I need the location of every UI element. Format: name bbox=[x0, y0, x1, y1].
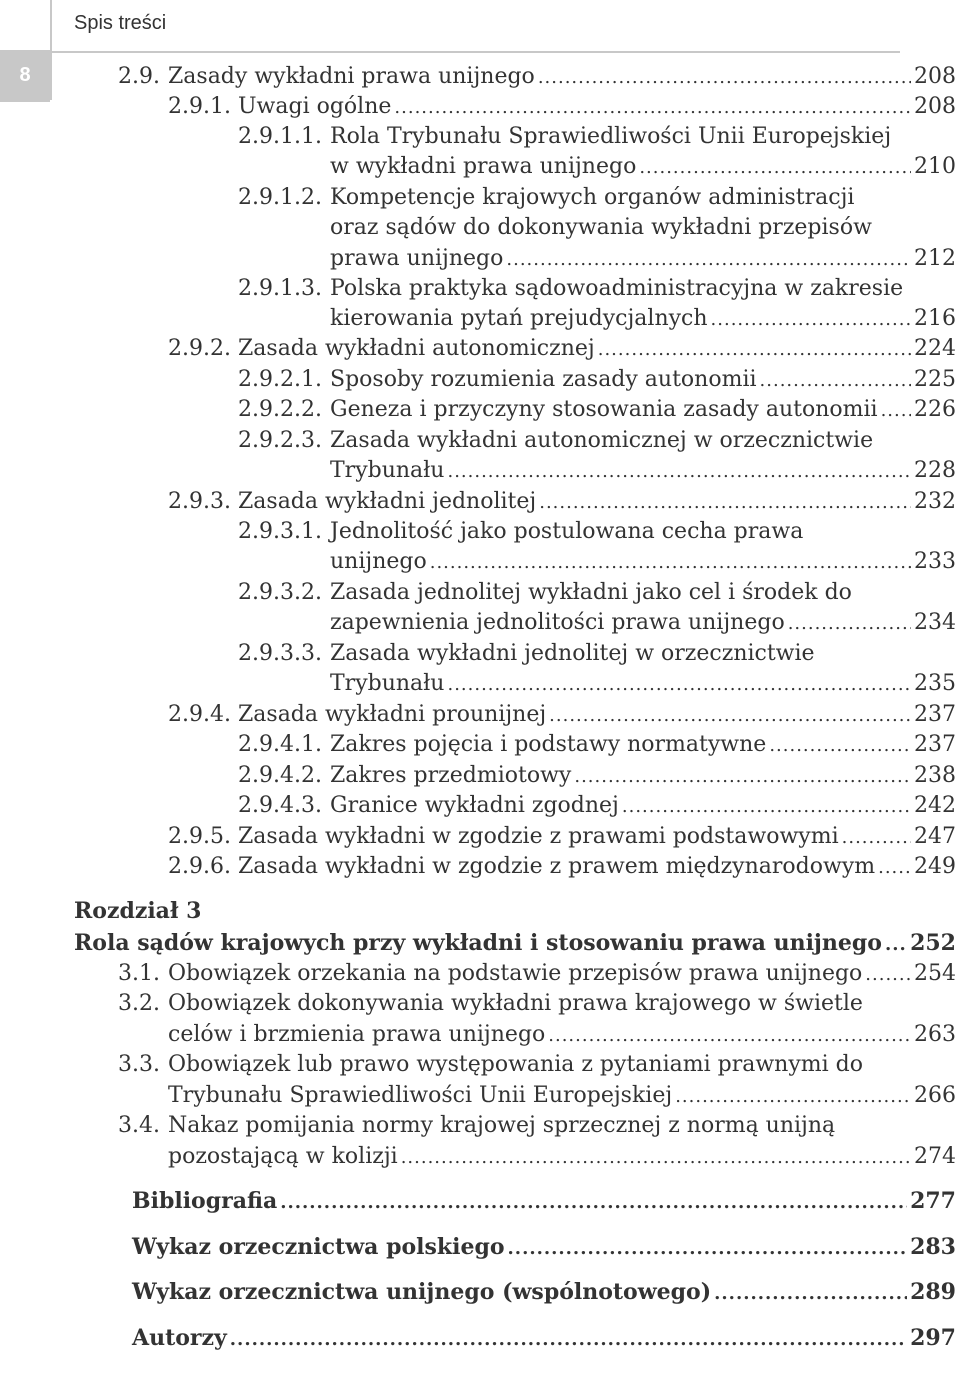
toc-entry[interactable] bbox=[330, 152, 956, 182]
page-number: 8 bbox=[19, 64, 31, 86]
toc-entry-page: 263 bbox=[914, 1022, 956, 1047]
toc-entry-page: 249 bbox=[914, 854, 956, 879]
toc-entry[interactable] bbox=[132, 1232, 956, 1262]
toc-entry[interactable] bbox=[330, 639, 815, 669]
toc-entry[interactable] bbox=[132, 1186, 956, 1216]
toc-entry-title: Kompetencje krajowych organów administracji bbox=[330, 185, 855, 210]
toc-entry-page: 210 bbox=[914, 154, 956, 179]
toc-entry-number: 2.9.4.2. bbox=[238, 763, 322, 788]
toc-entry-page: 232 bbox=[914, 489, 956, 514]
toc-entry-page: 252 bbox=[910, 930, 956, 956]
toc-entry[interactable] bbox=[330, 730, 956, 760]
toc-entry[interactable] bbox=[330, 213, 872, 243]
toc-entry-number: 3.1. bbox=[118, 961, 160, 986]
toc-entry-title: Granice wykładni zgodnej bbox=[330, 793, 619, 818]
toc-entry-number: 2.9. bbox=[118, 64, 160, 89]
toc-entry-title: Zasada wykładni jednolitej bbox=[238, 489, 537, 514]
toc-entry[interactable] bbox=[168, 1142, 956, 1172]
toc-entry[interactable] bbox=[330, 183, 854, 213]
toc-entry-page: 238 bbox=[914, 763, 956, 788]
toc-entry-number: 2.9.2.3. bbox=[238, 428, 322, 453]
toc-entry-number: 2.9.5. bbox=[168, 824, 231, 849]
toc-entry-page: 212 bbox=[914, 246, 956, 271]
toc-entry[interactable] bbox=[238, 487, 956, 517]
toc-entry-number: 2.9.2. bbox=[168, 336, 231, 361]
dot-leader bbox=[508, 1234, 908, 1264]
toc-entry[interactable] bbox=[330, 791, 956, 821]
dot-leader bbox=[842, 823, 911, 853]
dot-leader bbox=[865, 960, 911, 990]
toc-entry[interactable] bbox=[330, 517, 803, 547]
toc-entry-title: Nakaz pomijania normy krajowej sprzecznej z normą unijną bbox=[168, 1113, 836, 1138]
toc-entry-page: 266 bbox=[914, 1083, 956, 1108]
dot-leader bbox=[430, 548, 911, 578]
toc-entry-title: Autorzy bbox=[132, 1325, 227, 1351]
toc-entry-title: Wykaz orzecznictwa polskiego bbox=[132, 1234, 505, 1260]
toc-entry-title: kierowania pytań prejudycjalnych bbox=[330, 306, 708, 331]
dot-leader bbox=[711, 305, 911, 335]
dot-leader bbox=[230, 1325, 907, 1355]
toc-entry-number: 3.2. bbox=[118, 991, 160, 1016]
toc-entry-page: 208 bbox=[914, 64, 956, 89]
toc-entry-title: Rola Trybunału Sprawiedliwości Unii Europejskiej bbox=[330, 124, 892, 149]
toc-entry-number: 2.9.3.2. bbox=[238, 580, 322, 605]
toc-entry-title: Zasada wykładni w zgodzie z prawem międzynarodowym bbox=[238, 854, 876, 879]
dot-leader bbox=[574, 762, 911, 792]
toc-entry[interactable] bbox=[330, 122, 891, 152]
toc-entry[interactable] bbox=[168, 1111, 835, 1141]
toc-entry[interactable] bbox=[168, 989, 863, 1019]
toc-entry-page: 289 bbox=[910, 1279, 956, 1305]
toc-entry-number: 2.9.6. bbox=[168, 854, 231, 879]
dot-leader bbox=[598, 335, 911, 365]
toc-entry[interactable] bbox=[168, 1050, 863, 1080]
running-header: Spis treści bbox=[74, 12, 167, 34]
dot-leader bbox=[760, 366, 911, 396]
toc-entry-number: 2.9.1.3. bbox=[238, 276, 322, 301]
dot-leader bbox=[506, 245, 911, 275]
toc-entry-page: 237 bbox=[914, 702, 956, 727]
toc-entry[interactable] bbox=[168, 1081, 956, 1111]
dot-leader bbox=[639, 153, 911, 183]
toc-entry[interactable] bbox=[330, 244, 956, 274]
toc-entry[interactable] bbox=[330, 395, 956, 425]
toc-entry[interactable] bbox=[238, 334, 956, 364]
toc-entry-page: 233 bbox=[914, 549, 956, 574]
toc-entry[interactable] bbox=[330, 761, 956, 791]
toc-entry[interactable] bbox=[74, 928, 956, 958]
toc-entry-title: oraz sądów do dokonywania wykładni przepisów bbox=[330, 215, 872, 240]
toc-entry-number: 3.3. bbox=[118, 1052, 160, 1077]
toc-entry[interactable] bbox=[330, 304, 956, 334]
toc-entry-title: Rola sądów krajowych przy wykładni i stosowaniu prawa unijnego bbox=[74, 930, 882, 956]
toc-entry[interactable] bbox=[330, 365, 956, 395]
toc-entry-title: Zasady wykładni prawa unijnego bbox=[168, 64, 535, 89]
toc-entry-page: 242 bbox=[914, 793, 956, 818]
toc-entry-page: 277 bbox=[910, 1188, 956, 1214]
dot-leader bbox=[675, 1082, 911, 1112]
dot-leader bbox=[447, 670, 911, 700]
toc-entry-page: 228 bbox=[914, 458, 956, 483]
toc-entry-page: 208 bbox=[914, 94, 956, 119]
toc-entry-title: Wykaz orzecznictwa unijnego (wspólnotowego) bbox=[132, 1279, 712, 1305]
toc-entry-number: 2.9.2.2. bbox=[238, 397, 322, 422]
toc-entry-title: Trybunału bbox=[330, 458, 445, 483]
toc-entry-title: unijnego bbox=[330, 549, 427, 574]
toc-entry-number: 2.9.3. bbox=[168, 489, 231, 514]
toc-entry[interactable] bbox=[330, 547, 956, 577]
toc-entry-number: 2.9.2.1. bbox=[238, 367, 322, 392]
toc-entry-page: 283 bbox=[910, 1234, 956, 1260]
dot-leader bbox=[714, 1279, 907, 1309]
toc-entry-title: Zasada wykładni jednolitej w orzecznictwie bbox=[330, 641, 815, 666]
toc-entry-title: pozostającą w kolizji bbox=[168, 1144, 398, 1169]
toc-entry[interactable] bbox=[168, 1020, 956, 1050]
toc-entry-title: Trybunału bbox=[330, 671, 445, 696]
toc-entry-title: zapewnienia jednolitości prawa unijnego bbox=[330, 610, 785, 635]
toc-entry-page: 235 bbox=[914, 671, 956, 696]
toc-entry[interactable] bbox=[132, 1323, 956, 1353]
dot-leader bbox=[769, 731, 911, 761]
toc-entry-number: 2.9.1. bbox=[168, 94, 231, 119]
toc-entry-page: 226 bbox=[914, 397, 956, 422]
toc-entry-page: 237 bbox=[914, 732, 956, 757]
toc-entry[interactable] bbox=[168, 959, 956, 989]
toc-entry-page: 247 bbox=[914, 824, 956, 849]
toc-entry-number: 2.9.1.1. bbox=[238, 124, 322, 149]
toc-entry-title: Geneza i przyczyny stosowania zasady autonomii bbox=[330, 397, 878, 422]
toc-entry[interactable] bbox=[238, 700, 956, 730]
toc-entry[interactable] bbox=[74, 896, 201, 926]
dot-leader bbox=[549, 701, 911, 731]
toc-entry-number: 2.9.4.1. bbox=[238, 732, 322, 757]
toc-entry[interactable] bbox=[132, 1277, 956, 1307]
toc-entry-title: Zakres przedmiotowy bbox=[330, 763, 572, 788]
dot-leader bbox=[622, 792, 911, 822]
toc-entry-number: 2.9.4.3. bbox=[238, 793, 322, 818]
toc-entry-title: Zasada jednolitej wykładni jako cel i środek do bbox=[330, 580, 852, 605]
toc-entry[interactable] bbox=[330, 578, 852, 608]
dot-leader bbox=[539, 488, 911, 518]
toc-entry-title: Zakres pojęcia i podstawy normatywne bbox=[330, 732, 767, 757]
toc-entry[interactable] bbox=[330, 274, 903, 304]
toc-entry-page: 274 bbox=[914, 1144, 956, 1169]
toc-entry-title: prawa unijnego bbox=[330, 246, 504, 271]
toc-entry-title: Sposoby rozumienia zasady autonomii bbox=[330, 367, 757, 392]
dot-leader bbox=[881, 396, 911, 426]
toc-entry-number: 2.9.4. bbox=[168, 702, 231, 727]
toc-entry[interactable] bbox=[168, 62, 956, 92]
toc-entry-page: 234 bbox=[914, 610, 956, 635]
dot-leader bbox=[280, 1188, 907, 1218]
toc-entry[interactable] bbox=[238, 822, 956, 852]
dot-leader bbox=[447, 457, 911, 487]
toc-entry-page: 224 bbox=[914, 336, 956, 361]
toc-entry-title: Bibliografia bbox=[132, 1188, 278, 1214]
toc-entry-page: 216 bbox=[914, 306, 956, 331]
toc-entry-title: Rozdział 3 bbox=[74, 898, 202, 924]
toc-entry-title: celów i brzmienia prawa unijnego bbox=[168, 1022, 546, 1047]
toc-entry-title: Zasada wykładni w zgodzie z prawami podstawowymi bbox=[238, 824, 839, 849]
toc-entry-title: Obowiązek dokonywania wykładni prawa krajowego w świetle bbox=[168, 991, 863, 1016]
toc-entry-number: 2.9.1.2. bbox=[238, 185, 322, 210]
toc-entry[interactable] bbox=[330, 669, 956, 699]
dot-leader bbox=[878, 853, 911, 883]
toc-entry-page: 254 bbox=[914, 961, 956, 986]
toc-entry-page: 225 bbox=[914, 367, 956, 392]
toc-entry-title: Obowiązek lub prawo występowania z pytaniami prawnymi do bbox=[168, 1052, 863, 1077]
dot-leader bbox=[788, 609, 911, 639]
toc-entry-title: Polska praktyka sądowoadministracyjna w zakresie bbox=[330, 276, 904, 301]
toc-entry-number: 2.9.3.3. bbox=[238, 641, 322, 666]
toc-entry-title: Jednolitość jako postulowana cecha prawa bbox=[330, 519, 804, 544]
toc-entry[interactable] bbox=[330, 456, 956, 486]
toc-entry[interactable] bbox=[330, 426, 873, 456]
dot-leader bbox=[394, 93, 911, 123]
toc-entry-page: 297 bbox=[910, 1325, 956, 1351]
dot-leader bbox=[548, 1021, 911, 1051]
toc-entry[interactable] bbox=[238, 92, 956, 122]
toc-entry-title: Zasada wykładni prounijnej bbox=[238, 702, 547, 727]
toc-entry-number: 3.4. bbox=[118, 1113, 160, 1138]
dot-leader bbox=[401, 1143, 911, 1173]
toc-entry[interactable] bbox=[330, 608, 956, 638]
toc-entry-title: w wykładni prawa unijnego bbox=[330, 154, 637, 179]
toc-entry[interactable] bbox=[238, 852, 956, 882]
toc-entry-title: Uwagi ogólne bbox=[238, 94, 392, 119]
toc-entry-title: Trybunału Sprawiedliwości Unii Europejskiej bbox=[168, 1083, 673, 1108]
dot-leader bbox=[538, 63, 911, 93]
toc-entry-title: Obowiązek orzekania na podstawie przepisów prawa unijnego bbox=[168, 961, 863, 986]
toc-entry-title: Zasada wykładni autonomicznej w orzecznictwie bbox=[330, 428, 874, 453]
toc-entry-title: Zasada wykładni autonomicznej bbox=[238, 336, 595, 361]
toc-entry-number: 2.9.3.1. bbox=[238, 519, 322, 544]
dot-leader bbox=[885, 930, 907, 960]
